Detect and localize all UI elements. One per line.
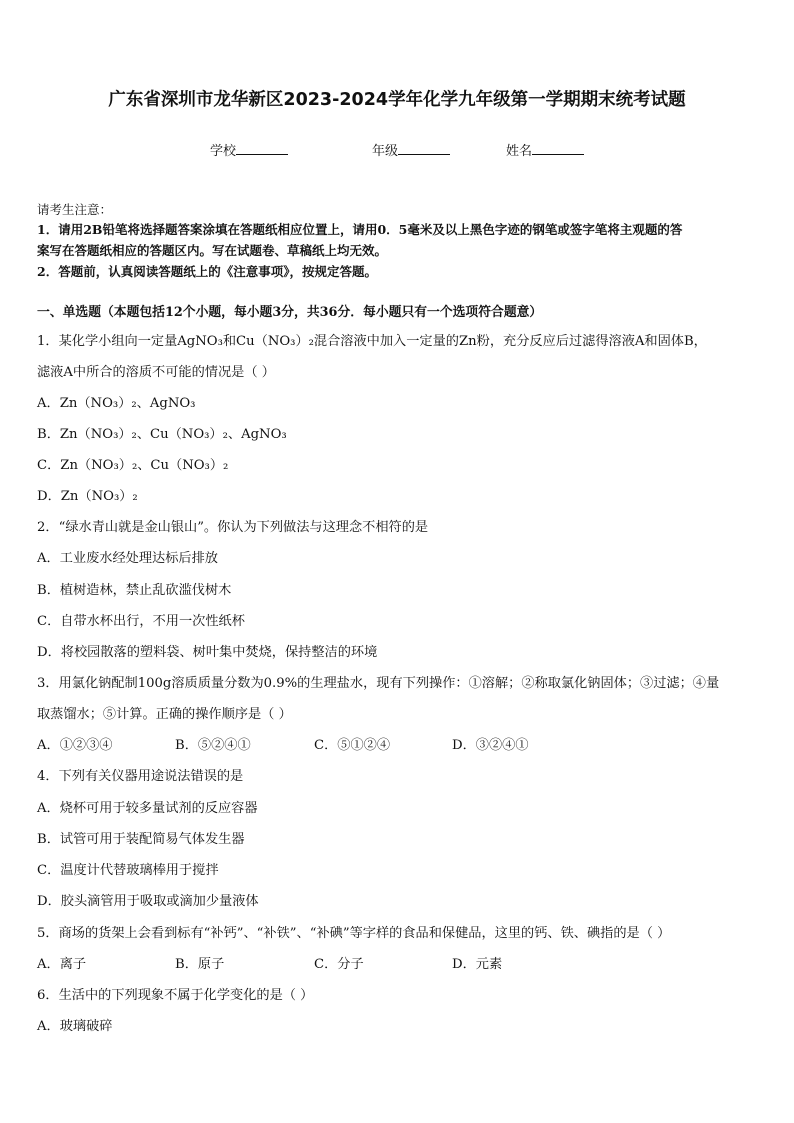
q3-stem-line-1: 3．用氯化钠配制100g溶质质量分数为0.9%的生理盐水，现有下列操作：①溶解；②称取氯化钠固体；③过滤；④量 (37, 676, 720, 691)
notice-item-1-line-1: 1．请用2B铅笔将选择题答案涂填在答题纸相应位置上，请用0．5毫米及以上黑色字迹的钢笔或签字笔将主观题的答 (37, 222, 683, 237)
grade-label: 年级 (372, 144, 399, 159)
q1-option-a[interactable]: A．Zn（NO₃）₂、AgNO₃ (37, 396, 196, 411)
school-blank[interactable] (236, 142, 288, 155)
q3-option-b[interactable]: B．⑤②④① (175, 738, 251, 753)
q2-option-b[interactable]: B．植树造林，禁止乱砍滥伐树木 (37, 583, 232, 598)
name-field[interactable] (506, 140, 584, 159)
notice-heading: 请考生注意： (37, 202, 113, 217)
grade-blank[interactable] (398, 142, 450, 155)
q3-stem-line-2: 取蒸馏水；⑤计算。正确的操作顺序是（ ） (37, 707, 292, 722)
school-field[interactable] (210, 140, 288, 159)
name-label: 姓名 (506, 144, 533, 159)
q2-stem: 2．“绿水青山就是金山银山”。你认为下列做法与这理念不相符的是 (37, 520, 429, 535)
q4-option-a[interactable]: A．烧杯可用于较多量试剂的反应容器 (37, 801, 258, 816)
q4-stem: 4．下列有关仪器用途说法错误的是 (37, 769, 244, 784)
q1-stem-line-1: 1．某化学小组向一定量AgNO₃和Cu（NO₃）₂混合溶液中加入一定量的Zn粉，充分反应后过滤得溶液A和固体B， (37, 334, 707, 349)
notice-item-1-line-2: 案写在答题纸相应的答题区内。写在试题卷、草稿纸上均无效。 (37, 243, 388, 258)
school-label: 学校 (210, 144, 237, 159)
q5-stem: 5．商场的货架上会看到标有“补钙”、“补铁”、“补碘”等字样的食品和保健品，这里的钙、铁、碘指的是（ ） (37, 926, 671, 941)
q3-option-c[interactable]: C．⑤①②④ (314, 738, 391, 753)
q4-option-b[interactable]: B．试管可用于装配简易气体发生器 (37, 832, 245, 847)
section-heading: 一、单选题（本题包括12个小题，每小题3分，共36分．每小题只有一个选项符合题意） (37, 305, 543, 320)
q2-option-d[interactable]: D．将校园散落的塑料袋、树叶集中焚烧，保持整洁的环境 (37, 645, 378, 660)
q6-option-a[interactable]: A．玻璃破碎 (37, 1019, 113, 1034)
q2-option-a[interactable]: A．工业废水经处理达标后排放 (37, 551, 218, 566)
grade-field[interactable] (372, 140, 450, 159)
q3-option-d[interactable]: D．③②④① (452, 738, 529, 753)
name-blank[interactable] (532, 142, 584, 155)
q1-option-b[interactable]: B．Zn（NO₃）₂、Cu（NO₃）₂、AgNO₃ (37, 427, 287, 442)
q1-option-d[interactable]: D．Zn（NO₃）₂ (37, 489, 138, 504)
q5-option-c[interactable]: C．分子 (314, 957, 364, 972)
q5-option-d[interactable]: D．元素 (452, 957, 503, 972)
q3-option-a[interactable]: A．①②③④ (37, 738, 113, 753)
q4-option-c[interactable]: C．温度计代替玻璃棒用于搅拌 (37, 863, 219, 878)
notice-item-2: 2．答题前，认真阅读答题纸上的《注意事项》，按规定答题。 (37, 264, 377, 279)
q2-option-c[interactable]: C．自带水杯出行，不用一次性纸杯 (37, 614, 245, 629)
page-title: 广东省深圳市龙华新区2023-2024学年化学九年级第一学期期末统考试题 (108, 90, 686, 110)
q6-stem: 6．生活中的下列现象不属于化学变化的是（ ） (37, 988, 314, 1003)
q4-option-d[interactable]: D．胶头滴管用于吸取或滴加少量液体 (37, 894, 259, 909)
q5-option-a[interactable]: A．离子 (37, 957, 87, 972)
q1-option-c[interactable]: C．Zn（NO₃）₂、Cu（NO₃）₂ (37, 458, 229, 473)
q5-option-b[interactable]: B．原子 (175, 957, 225, 972)
q1-stem-line-2: 滤液A中所合的溶质不可能的情况是（ ） (37, 365, 275, 380)
